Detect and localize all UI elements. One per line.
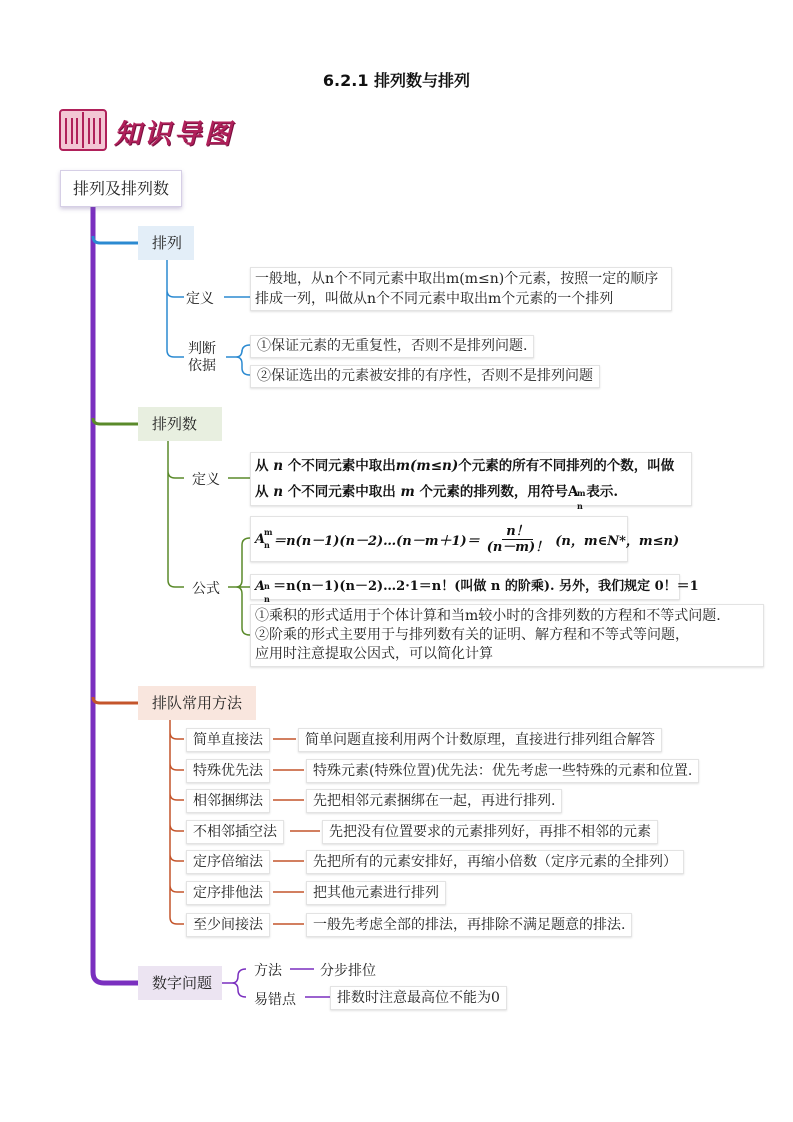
method-name-2: 特殊优先法 [186, 759, 270, 783]
formula-note-1: ①乘积的形式适用于个体计算和当m较小时的含排列数的方程和不等式问题. [255, 608, 721, 624]
branch-count: 排列数 [138, 407, 222, 441]
count-formula-label: 公式 [192, 581, 220, 597]
perm-criteria-label-1: 判断 [188, 341, 216, 357]
method-desc-1: 简单问题直接利用两个计数原理，直接进行排列组合解答 [298, 728, 662, 752]
method-desc-5: 先把所有的元素安排好，再缩小倍数（定序元素的全排列） [306, 850, 684, 874]
branch-digits: 数字问题 [138, 966, 222, 1000]
formula-2: A n n ＝n(n－1)(n－2)…2·1＝n！(叫做 n 的阶乘). 另外，我们规定 0！＝1 [250, 574, 680, 600]
perm-def-text: 一般地，从n个不同元素中取出m(m≤n)个元素，按照一定的顺序排成一列，叫做从n个不同元素中取出m个元素的一个排列 [250, 267, 672, 311]
method-name-3: 相邻捆绑法 [186, 789, 270, 813]
perm-def-label: 定义 [186, 291, 214, 307]
method-desc-2: 特殊元素(特殊位置)优先法：优先考虑一些特殊的元素和位置. [306, 759, 699, 783]
a-symbol: A m n [567, 484, 586, 511]
open-book-icon [60, 110, 106, 150]
count-def-text [250, 452, 692, 511]
perm-criteria-connector [226, 345, 250, 375]
digits-method-text: 分步排位 [320, 963, 376, 979]
permutation-branch-line [167, 260, 184, 357]
method-name-1: 简单直接法 [186, 728, 270, 752]
count-branch-line [168, 441, 184, 587]
count-def-label: 定义 [192, 472, 220, 488]
method-name-6: 定序排他法 [186, 881, 270, 905]
count-formula-connector [228, 538, 250, 635]
method-desc-6: 把其他元素进行排列 [306, 881, 446, 905]
method-name-7: 至少间接法 [186, 913, 270, 937]
digits-branch-line [221, 969, 246, 997]
count-def-line-2: 从 n 个不同元素中取出 m 个元素的排列数，用符号A m n 表示. [255, 484, 619, 511]
method-desc-7: 一般先考虑全部的排法，再排除不满足题意的排法. [306, 913, 632, 937]
digits-method-label: 方法 [254, 963, 282, 979]
digits-pitfall-label: 易错点 [254, 992, 296, 1008]
digits-pitfall-text: 排数时注意最高位不能为0 [330, 986, 507, 1010]
trunk-to-methods [93, 697, 138, 703]
count-def-line-1: 从 n 个不同元素中取出m(m≤n)个元素的所有不同排列的个数，叫做 [255, 458, 675, 474]
trunk-to-permutation [93, 236, 138, 243]
root-node: 排列及排列数 [60, 170, 182, 207]
methods-branch-line [170, 720, 184, 924]
method-name-5: 定序倍缩法 [186, 850, 270, 874]
method-desc-4: 先把没有位置要求的元素排列好，再排不相邻的元素 [322, 820, 658, 844]
trunk-to-count [93, 418, 138, 424]
branch-methods: 排队常用方法 [138, 686, 256, 720]
method-name-4: 不相邻插空法 [186, 820, 284, 844]
perm-criteria-item-1: ①保证元素的无重复性，否则不是排列问题. [250, 335, 534, 358]
branch-permutation: 排列 [138, 226, 194, 260]
formula-note-3: 应用时注意提取公因式，可以简化计算 [255, 646, 493, 662]
banner-title: 知识导图 [114, 119, 234, 150]
method-desc-3: 先把相邻元素捆绑在一起，再进行排列. [306, 789, 562, 813]
formula-notes [250, 604, 764, 667]
page-title: 6.2.1 排列数与排列 [322, 71, 471, 90]
formula-1: A m n ＝n(n－1)(n－2)…(n－m＋1)＝ $\frac{n!}{(n-m)!}$ (n，m∈N*，m≤n) [250, 516, 628, 562]
perm-criteria-item-2: ②保证选出的元素被安排的有序性，否则不是排列问题 [250, 365, 600, 388]
perm-criteria-label [188, 341, 216, 375]
formula-note-2: ②阶乘的形式主要用于与排列数有关的证明、解方程和不等式等问题， [255, 627, 689, 643]
trunk-line [93, 205, 138, 983]
perm-criteria-label-2: 依据 [188, 358, 216, 374]
